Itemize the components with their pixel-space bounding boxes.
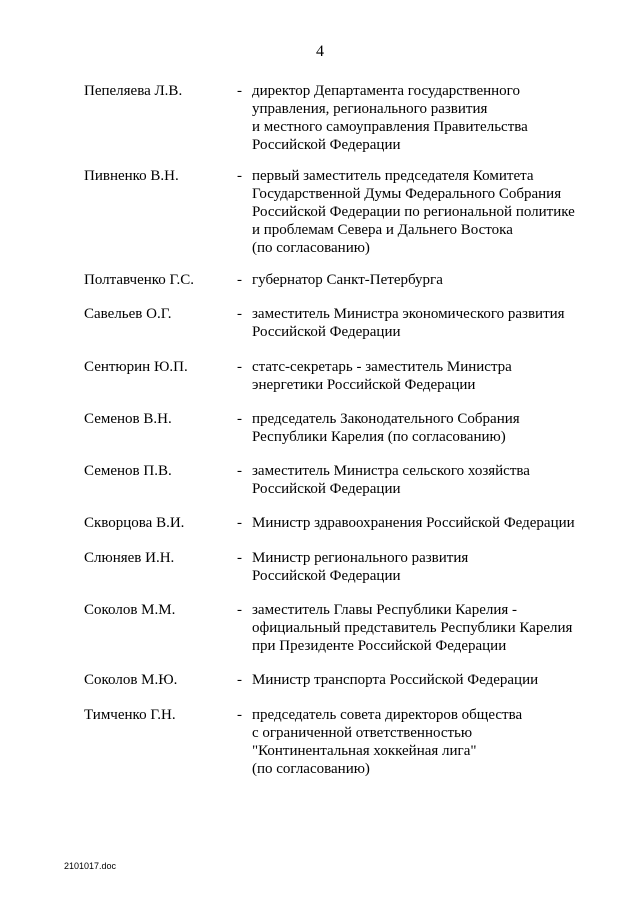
position-line: энергетики Российской Федерации bbox=[252, 377, 476, 393]
position-line: управления, регионального развития bbox=[252, 101, 488, 117]
position-line: (по согласованию) bbox=[252, 240, 370, 256]
separator-dash: - bbox=[237, 83, 242, 99]
separator-dash: - bbox=[237, 463, 242, 479]
member-position bbox=[252, 462, 592, 498]
position-line: председатель Законодательного Собрания bbox=[252, 411, 520, 427]
position-line: (по согласованию) bbox=[252, 761, 370, 777]
separator-dash: - bbox=[237, 272, 242, 288]
separator-dash: - bbox=[237, 515, 242, 531]
position-line: и проблемам Севера и Дальнего Востока bbox=[252, 222, 513, 238]
member-name: Соколов М.Ю. bbox=[84, 672, 178, 688]
position-line: официальный представитель Республики Карелия bbox=[252, 620, 573, 636]
position-line: Российской Федерации bbox=[252, 481, 401, 497]
position-line: и местного самоуправления Правительства bbox=[252, 119, 528, 135]
member-name: Сентюрин Ю.П. bbox=[84, 359, 188, 375]
position-line: Российской Федерации bbox=[252, 324, 401, 340]
position-line: председатель совета директоров общества bbox=[252, 707, 523, 723]
member-position bbox=[252, 358, 592, 394]
position-line: Российской Федерации по региональной политике bbox=[252, 204, 575, 220]
position-line: заместитель Министра экономического развития bbox=[252, 306, 565, 322]
position-line: Российской Федерации bbox=[252, 137, 401, 153]
separator-dash: - bbox=[237, 550, 242, 566]
member-position bbox=[252, 601, 592, 655]
member-name: Слюняев И.Н. bbox=[84, 550, 175, 566]
separator-dash: - bbox=[237, 707, 242, 723]
member-name: Тимченко Г.Н. bbox=[84, 707, 176, 723]
member-name: Пепеляева Л.В. bbox=[84, 83, 183, 99]
position-line: Российской Федерации bbox=[252, 568, 401, 584]
member-name: Соколов М.М. bbox=[84, 602, 176, 618]
member-position bbox=[252, 671, 592, 689]
position-line: заместитель Главы Республики Карелия - bbox=[252, 602, 518, 618]
position-line: Министр здравоохранения Российской Федерации bbox=[252, 515, 575, 531]
member-position bbox=[252, 706, 592, 778]
member-name: Скворцова В.И. bbox=[84, 515, 185, 531]
position-line: первый заместитель председателя Комитета bbox=[252, 168, 534, 184]
position-line: директор Департамента государственного bbox=[252, 83, 520, 99]
separator-dash: - bbox=[237, 306, 242, 322]
member-name: Семенов В.Н. bbox=[84, 411, 172, 427]
member-name: Полтавченко Г.С. bbox=[84, 272, 195, 288]
position-line: Государственной Думы Федерального Собрания bbox=[252, 186, 562, 202]
position-line: губернатор Санкт-Петербурга bbox=[252, 272, 443, 288]
position-line: при Президенте Российской Федерации bbox=[252, 638, 507, 654]
separator-dash: - bbox=[237, 168, 242, 184]
member-position bbox=[252, 410, 592, 446]
separator-dash: - bbox=[237, 672, 242, 688]
page-number: 4 bbox=[316, 43, 324, 60]
member-position bbox=[252, 305, 592, 341]
document-filename: 2101017.doc bbox=[64, 861, 117, 871]
position-line: Министр регионального развития bbox=[252, 550, 469, 566]
position-line: "Континентальная хоккейная лига" bbox=[252, 743, 477, 759]
member-position bbox=[252, 514, 592, 532]
position-line: с ограниченной ответственностью bbox=[252, 725, 473, 741]
member-position bbox=[252, 167, 592, 257]
position-line: заместитель Министра сельского хозяйства bbox=[252, 463, 530, 479]
member-position bbox=[252, 82, 592, 154]
member-name: Савельев О.Г. bbox=[84, 306, 172, 322]
position-line: Республики Карелия (по согласованию) bbox=[252, 429, 506, 445]
member-position bbox=[252, 271, 592, 289]
member-position bbox=[252, 549, 592, 585]
separator-dash: - bbox=[237, 359, 242, 375]
position-line: статс-секретарь - заместитель Министра bbox=[252, 359, 512, 375]
position-line: Министр транспорта Российской Федерации bbox=[252, 672, 539, 688]
separator-dash: - bbox=[237, 411, 242, 427]
separator-dash: - bbox=[237, 602, 242, 618]
member-name: Пивненко В.Н. bbox=[84, 168, 179, 184]
member-name: Семенов П.В. bbox=[84, 463, 172, 479]
